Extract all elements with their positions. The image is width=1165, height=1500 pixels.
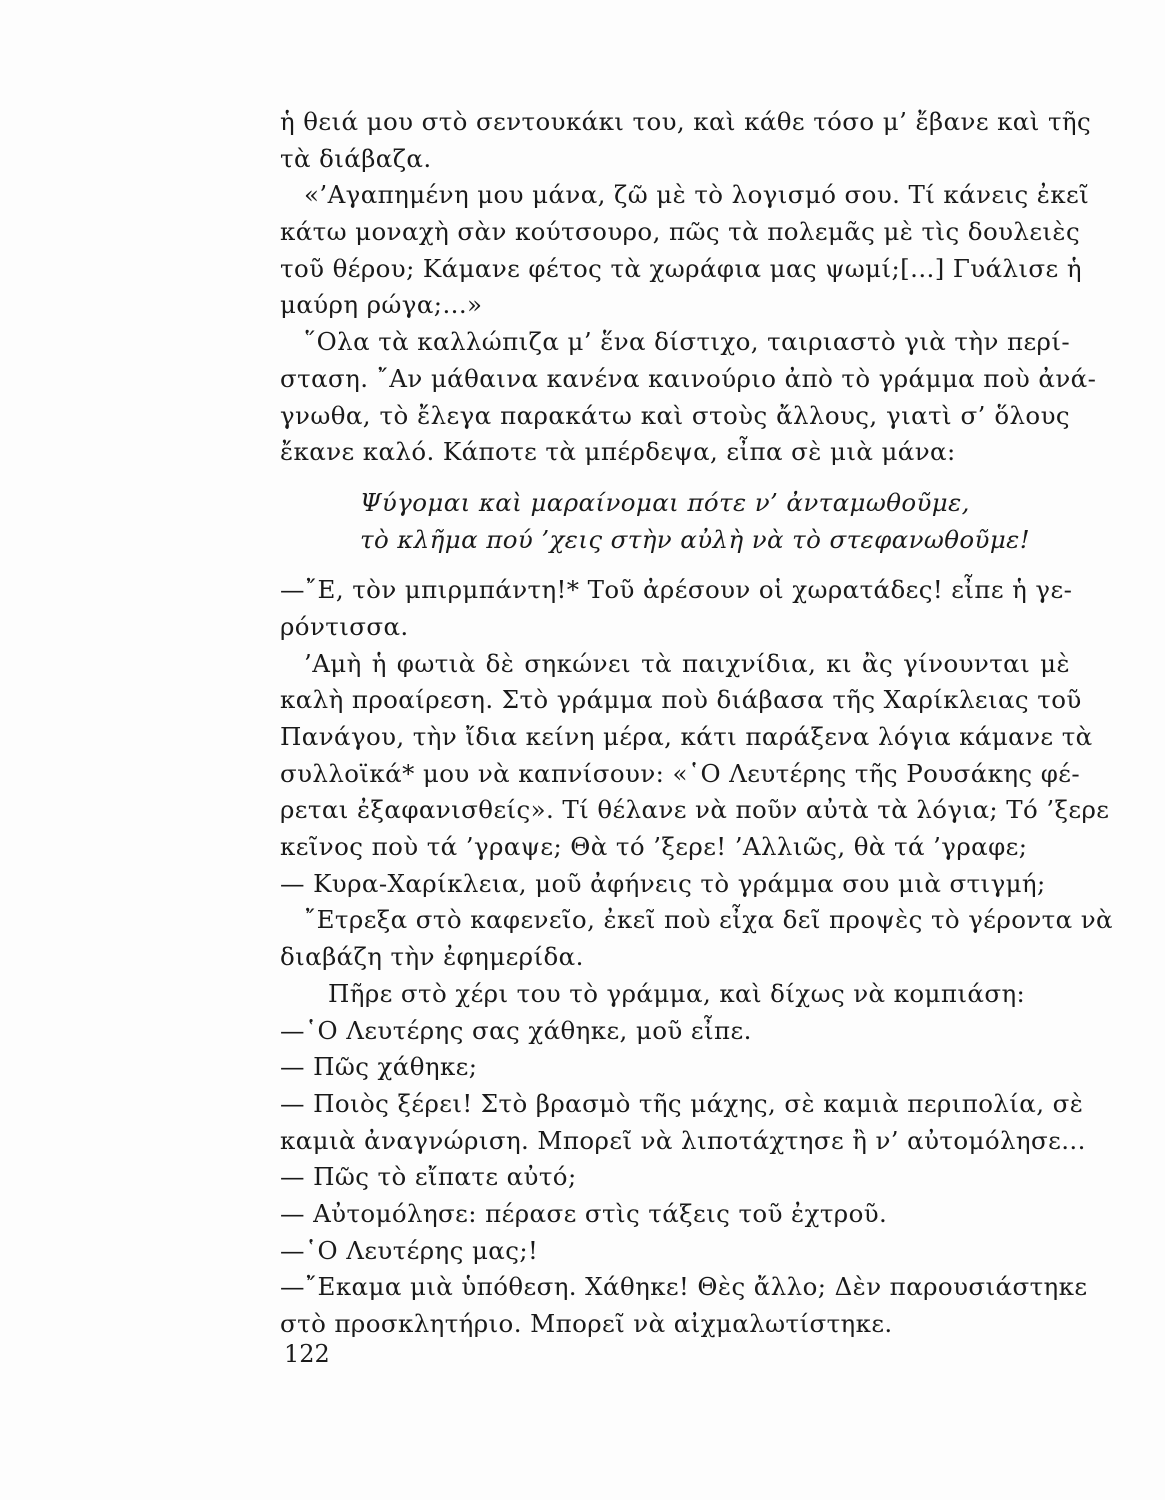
text-line: γνωθα, τὸ ἔλεγα παρακάτω καὶ στοὺς ἄλλους, γιατὶ σ’ ὅλους — [280, 400, 1070, 430]
text-line: τὰ διάβαζα. — [280, 143, 432, 173]
text-line: —῾Ο Λευτέρης σας χάθηκε, μοῦ εἶπε. — [280, 1015, 752, 1045]
text-line: στὸ προσκλητήριο. Μπορεῖ νὰ αἰχμαλωτίστηκε. — [280, 1309, 893, 1338]
text-line: συλλοϊκά* μου νὰ καπνίσουν: «῾Ο Λευτέρης τῆς Ρουσάκης φέ- — [280, 758, 1081, 788]
text-line: καλὴ προαίρεση. Στὸ γράμμα ποὺ διάβασα τῆς Χαρίκλειας τοῦ — [280, 685, 1082, 715]
text-line: Πανάγου, τὴν ἴδια κείνη μέρα, κάτι παράξενα λόγια κάμανε τὰ — [280, 722, 1093, 751]
text-line: Πῆρε στὸ χέρι του τὸ γράμμα, καὶ δίχως νὰ κομπιάση: — [328, 978, 1026, 1008]
text-line: — Πῶς χάθηκε; — [280, 1052, 478, 1082]
text-line: ρόντισσα. — [280, 611, 409, 641]
text-line: —῎Ε, τὸν μπιρμπάντη!* Τοῦ ἀρέσουν οἱ χωρατάδες! εἶπε ἡ γε- — [280, 575, 1073, 605]
text-line: καμιὰ ἀναγνώριση. Μπορεῖ νὰ λιποτάχτησε ἢ ν’ αὐτομόλησε... — [280, 1125, 1086, 1155]
text-line: «’Αγαπημένη μου μάνα, ζῶ μὲ τὸ λογισμό σου. Τί κάνεις ἐκεῖ — [304, 180, 1090, 210]
text-line: —῎Εκαμα μιὰ ὑπόθεση. Χάθηκε! Θὲς ἄλλο; Δὲν παρουσιάστηκε — [280, 1272, 1088, 1302]
text-line: διαβάζη τὴν ἐφημερίδα. — [280, 942, 584, 972]
text-line: ρεται ἐξαφανισθείς». Τί θέλανε νὰ ποῦν αὐτὰ τὰ λόγια; Τό ’ξερε — [280, 795, 1110, 825]
text-line: — Αὐτομόλησε: πέρασε στὶς τάξεις τοῦ ἐχτροῦ. — [280, 1198, 888, 1228]
text-line: — Ποιὸς ξέρει! Στὸ βρασμὸ τῆς μάχης, σὲ καμιὰ περιπολία, σὲ — [280, 1088, 1084, 1118]
text-line: ῎Ετρεξα στὸ καφενεῖο, ἐκεῖ ποὺ εἶχα δεῖ προψὲς τὸ γέροντα νὰ — [304, 905, 1113, 935]
text-line: ’Αμὴ ἡ φωτιὰ δὲ σηκώνει τὰ παιχνίδια, κι ἂς γίνουνται μὲ — [304, 648, 1070, 678]
text-line: κάτω μοναχὴ σὰν κούτσουρο, πῶς τὰ πολεμᾶς μὲ τὶς δουλειὲς — [280, 217, 1081, 247]
verse-line: Ψύγομαι καὶ μαραίνομαι πότε ν’ ἀνταμωθοῦμε, — [360, 487, 970, 517]
text-line: — Κυρα-Χαρίκλεια, μοῦ ἀφήνεις τὸ γράμμα σου μιὰ στιγμή; — [280, 868, 1046, 898]
verse-line: τὸ κλῆμα πού ’χεις στὴν αὐλὴ νὰ τὸ στεφανωθοῦμε! — [360, 524, 1030, 554]
text-line: μαύρη ρώγα;...» — [280, 290, 483, 320]
body-text — [280, 104, 1113, 1343]
text-line: ἡ θειά μου στὸ σεντουκάκι του, καὶ κάθε τόσο μ’ ἔβανε καὶ τῆς — [280, 107, 1092, 136]
text-line: —῾Ο Λευτέρης μας;! — [280, 1235, 539, 1265]
text-line: ἔκανε καλό. Κάποτε τὰ μπέρδεψα, εἶπα σὲ μιὰ μάνα: — [280, 437, 956, 467]
page-number: 122 — [284, 1340, 330, 1368]
text-line: τοῦ θέρου; Κάμανε φέτος τὰ χωράφια μας ψωμί;[...] Γυάλισε ἡ — [280, 253, 1082, 283]
text-line: κεῖνος ποὺ τά ’γραψε; Θὰ τό ’ξερε! ’Αλλιῶς, θὰ τά ’γραφε; — [280, 832, 1028, 862]
text-line: — Πῶς τὸ εἴπατε αὐτό; — [280, 1162, 577, 1192]
text-line: ῞Ολα τὰ καλλώπιζα μ’ ἕνα δίστιχο, ταιριαστὸ γιὰ τὴν περί- — [304, 327, 1071, 357]
text-line: σταση. ῎Αν μάθαινα κανένα καινούριο ἀπὸ τὸ γράμμα ποὺ ἀνά- — [280, 363, 1097, 393]
